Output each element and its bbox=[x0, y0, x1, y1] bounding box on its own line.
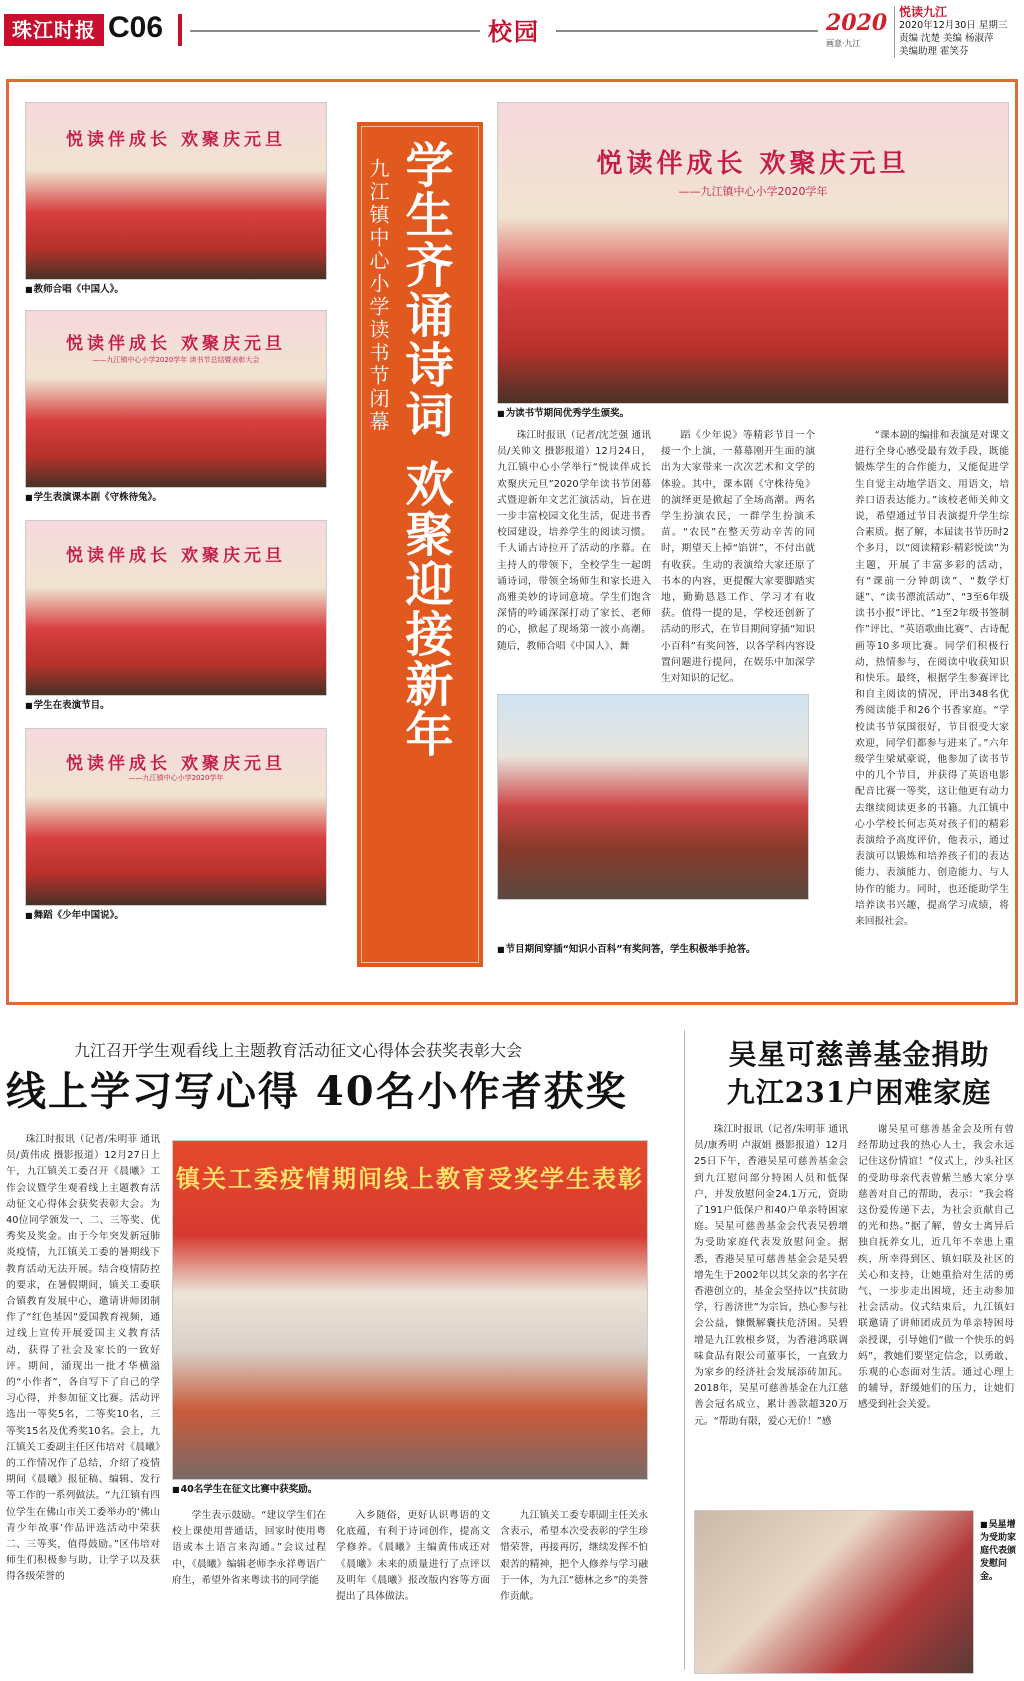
event-logo bbox=[826, 8, 888, 54]
photo-student-performance bbox=[25, 520, 327, 696]
masthead-divider bbox=[178, 14, 182, 46]
photo-caption: ■ 教师合唱《中国人》。 bbox=[25, 284, 124, 296]
editors: 责编 沈楚 美编 杨淑萍 bbox=[899, 33, 994, 44]
photo-banner-sub: ——九江镇中心小学2020学年 读书节总结暨表彰大会 bbox=[92, 356, 260, 364]
logo-subtitle: 画意·九江 bbox=[826, 39, 861, 48]
subheadline: 九江镇中心小学读书节闭幕 bbox=[366, 158, 390, 434]
photo-banner: 悦读伴成长 欢聚庆元旦 bbox=[66, 130, 286, 150]
photo-award-students bbox=[172, 1140, 648, 1480]
article3-headline bbox=[706, 1036, 1012, 1112]
photo-textbook-play bbox=[25, 310, 327, 488]
article3-headline-line2: 九江231户困难家庭 bbox=[726, 1076, 992, 1109]
photo-caption: ■ 吴星增为受助家庭代表颁发慰问金。 bbox=[980, 1518, 1020, 1584]
masthead-rule-left bbox=[190, 30, 480, 32]
article2-column: 学生表示鼓励。“建议学生们在校上课使用普通话，回家时使用粤语或本土语言来沟通。”会议过程中，《晨曦》编辑老师李永祥粤语广府生，希望外省来粤读书的同学能 bbox=[172, 1510, 326, 1586]
article2-column: 入乡随俗，更好认识粤语的文化底蕴，有利于诗词创作，提高文学修养。《晨曦》主编黄伟成还对《晨曦》未来的质量进行了点评以及明年《晨曦》报改版内容等方面提出了具体做法。 bbox=[336, 1510, 490, 1603]
photo-award-ceremony bbox=[497, 102, 1009, 404]
article3-headline-line1: 吴星可慈善基金捐助 bbox=[728, 1038, 990, 1071]
article-column: 珠江时报讯（记者/沈芝强 通讯员/关帅文 摄影报道）12月24日，九江镇中心小学举行“悦读伴成长 欢聚庆元旦”2020学年读书节闭幕式暨迎新年文艺汇演活动，旨在进一步丰富校园文化生活，促进书香校园建设，培养学生的阅读习惯。千人诵古诗拉开了活动的序幕。在主持人的带领下，全校学生一起朗诵诗词，带领全场师生和家长进入高雅美妙的诗词意境。学生们饱含深情的吟诵深深打动了家长、老师的心，掀起了现场第一波小高潮。随后，教师合唱《中国人》、舞 bbox=[497, 430, 651, 652]
photo-caption: ■ 为读书节期间优秀学生颁奖。 bbox=[497, 408, 629, 420]
headline-panel bbox=[357, 122, 483, 967]
article3-column: 谢吴星可慈善基金会及所有曾经帮助过我的热心人士，我会永远记住这份情谊！”仪式上，沙头社区的受助母亲代表曾紫兰感大家分享慈善对自己的帮助，表示：“我会将这份爱传递下去，为社会贡献自己的光和热。”据了解，曾女士离异后独自抚养女儿，近几年不幸患上重疾，所幸得到区、镇妇联及社区的关心和支持，让她重拾对生活的勇气，一步步走出困境，还主动参加社会活动。仪式结束后，九江镇妇联邀请了讲师团成员为单亲特困母亲授课，引导她们“做一个快乐的妈妈”，教她们要坚定信念，以勇敢、乐观的心态面对生活。通过心理上的辅导，舒缓她们的压力，让她们感受到社会关爱。 bbox=[858, 1124, 1014, 1411]
photo-caption: ■ 40名学生在征文比赛中获奖励。 bbox=[172, 1484, 317, 1496]
logo-mark: 2020 bbox=[826, 10, 888, 36]
photo-teachers-chorus bbox=[25, 102, 327, 280]
photo-caption: ■ 学生在表演节目。 bbox=[25, 700, 110, 712]
photo-banner: 镇关工委疫情期间线上教育受奖学生表彰 bbox=[176, 1165, 644, 1193]
article2-headline: 线上学习写心得 40名小作者获奖 bbox=[6, 1068, 628, 1115]
photo-dance bbox=[25, 728, 327, 906]
photo-caption: ■ 节目期间穿插“知识小百科”有奖问答，学生积极举手抢答。 bbox=[497, 944, 837, 956]
article-column: “课本剧的编排和表演是对课文进行全身心感受最有效手段，既能锻炼学生的合作能力，又能促进学生自觉主动地学语文、用语文，培养口语表达能力。”该校老师关帅文说，希望通过节目表演提升学生综合素质。据了解，本届读书节历时2个多月，以“阅读精彩·精彩悦读”为主题，开展了丰富多彩的活动，有“课前一分钟朗读”、“数学灯谜”、“读书漂流活动”、“3至6年级读书小报”评比、“1至2年级书签制作”评比、“英语歌曲比赛”、古诗配画等10多项比赛。同学们积极行动，热情参与，在阅读中收获知识和快乐。最终，根据学生参赛评比和自主阅读的情况，评出348名优秀阅读能手和26个书香家庭。“学校读书节氛围很好，节目很受大家欢迎，同学们都参与进来了。”六年级学生梁斌豪说，他参加了读书节中的几个节目，并获得了英语电影配音比赛一等奖，这让他更有动力去继续阅读更多的书籍。九江镇中心小学校长何志英对孩子们的精彩表演给予高度评价，他表示，通过表演可以锻炼和培养孩子们的表达能力、表演能力、创造能力、与人协作的能力。同时，也还能助学生培养读书兴趣，提高学习成绩，将来回报社会。 bbox=[855, 430, 1009, 928]
photo-banner-sub: ——九江镇中心小学2020学年 bbox=[128, 774, 224, 782]
masthead-info bbox=[894, 6, 1022, 58]
article2-kicker: 九江召开学生观看线上主题教育活动征文心得体会获奖表彰大会 bbox=[74, 1041, 523, 1060]
photo-caption: ■ 舞蹈《少年中国说》。 bbox=[25, 910, 124, 922]
photo-quiz bbox=[497, 694, 809, 900]
article2-column: 九江镇关工委专职副主任关永含表示，希望本次受表彰的学生珍惜荣誉，再接再厉，继续发挥不怕艰苦的精神，把个人修养与学习融于一体，为九江“德林之乡”的美誉作贡献。 bbox=[500, 1510, 648, 1603]
photo-donation bbox=[694, 1510, 974, 1674]
photo-banner: 悦读伴成长 欢聚庆元旦 bbox=[66, 334, 286, 354]
section-title: 校园 bbox=[488, 18, 540, 46]
masthead-rule-right bbox=[556, 30, 818, 32]
page-number: C06 bbox=[108, 11, 164, 44]
photo-banner: 悦读伴成长 欢聚庆元旦 bbox=[66, 546, 286, 566]
masthead bbox=[0, 0, 1024, 62]
photo-banner-sub: ——九江镇中心小学2020学年 bbox=[678, 185, 828, 198]
column-divider bbox=[684, 1030, 685, 1670]
photo-banner: 悦读伴成长 欢聚庆元旦 bbox=[66, 754, 286, 774]
issue-date: 2020年12月30日 星期三 bbox=[899, 20, 1008, 31]
headline: 学生齐诵诗词 欢聚迎接新年 bbox=[397, 140, 453, 759]
assistant-editor: 美编助理 霍笑芬 bbox=[899, 46, 969, 57]
article3-column: 珠江时报讯（记者/朱明菲 通讯员/康秀明 卢淑娟 摄影报道）12月25日下午，香港吴星可慈善基金会到九江慰问部分特困人员和低保户，并发放慰问金24.1万元，资助了191户低保户和40户单亲特困家庭。吴星可慈善基金会代表吴碧增为受助家庭代表发放慰问金。据悉，香港吴星可慈善基金会是吴碧增先生于2002年以其父亲的名字在香港创立的，基金会坚持以“扶贫助学，行善济世”为宗旨，热心参与社会公益，慷慨解囊扶危济困。吴碧增是九江敦根乡贤，为香港鸿联调味食品有限公司董事长，一直致力为家乡的经济社会发展添砖加瓦。2018年，吴星可慈善基金在九江慈善会冠名成立，累计善款超320万元。“帮助有限，爱心无价！”感 bbox=[694, 1124, 848, 1427]
article2-column: 珠江时报讯（记者/朱明菲 通讯员/黄伟成 摄影报道）12月27日上午，九江镇关工委召开《晨曦》工作会议暨学生观看线上主题教育活动征文心得体会获奖表彰大会。为40位同学颁发一、二、三等奖、优秀奖及奖金。由于今年突发新冠肺炎疫情，九江镇关工委的暑期线下教育活动无法开展。结合疫情防控的要求，在暑假期间，镇关工委联合镇教育发展中心，邀请讲师团制作了“红色基因”爱国教育视频，通过线上宣传开展爱国主义教育活动，获得了社会及家长的一致好评。期间，涌现出一批才华横溢的“小作者”，各自写下了自己的学习心得，并参加征文比赛。活动评选出一等奖5名，二等奖10名，三等奖15名及优秀奖10名。会上，九江镇关工委副主任区伟培对《晨曦》的工作情况作了总结，介绍了疫情期间《晨曦》报征稿、编辑、发行等工作的一系列做法。“九江镇有四位学生在佛山市关工委举办的‘佛山青少年故事’作品评选活动中荣获二、三等奖，值得鼓励。”区伟培对师生们积极参与助，让学子以及获得各级荣誉的 bbox=[6, 1134, 160, 1583]
photo-caption: ■ 学生表演课本剧《守株待兔》。 bbox=[25, 492, 162, 504]
paper-name: 珠江时报 bbox=[4, 14, 104, 46]
photo-banner: 悦读伴成长 欢聚庆元旦 bbox=[596, 149, 910, 179]
region-name: 悦读九江 bbox=[899, 5, 948, 19]
feature-article bbox=[6, 79, 1018, 1005]
article-column: 蹈《少年说》等精彩节目一个接一个上演，一幕幕刚开生面的演出为大家带来一次次艺术和文学的体验。其中，课本剧《守株待兔》的演绎更是掀起了全场高潮。两名学生扮演农民，一群学生扮演禾苗。“农民”在整天劳动辛苦的同时，期望天上掉“馅饼”，不付出就有收获。生动的表演给大家还原了书本的内容，更提醒大家要脚踏实地，勤勤恳恳工作、学习才有收获。值得一提的是，学校还创新了活动的形式，在节目期间穿插“知识小百科”有奖问答，以各学科内容设置问题进行提问，在娱乐中加深学生对知识的记忆。 bbox=[661, 430, 815, 685]
